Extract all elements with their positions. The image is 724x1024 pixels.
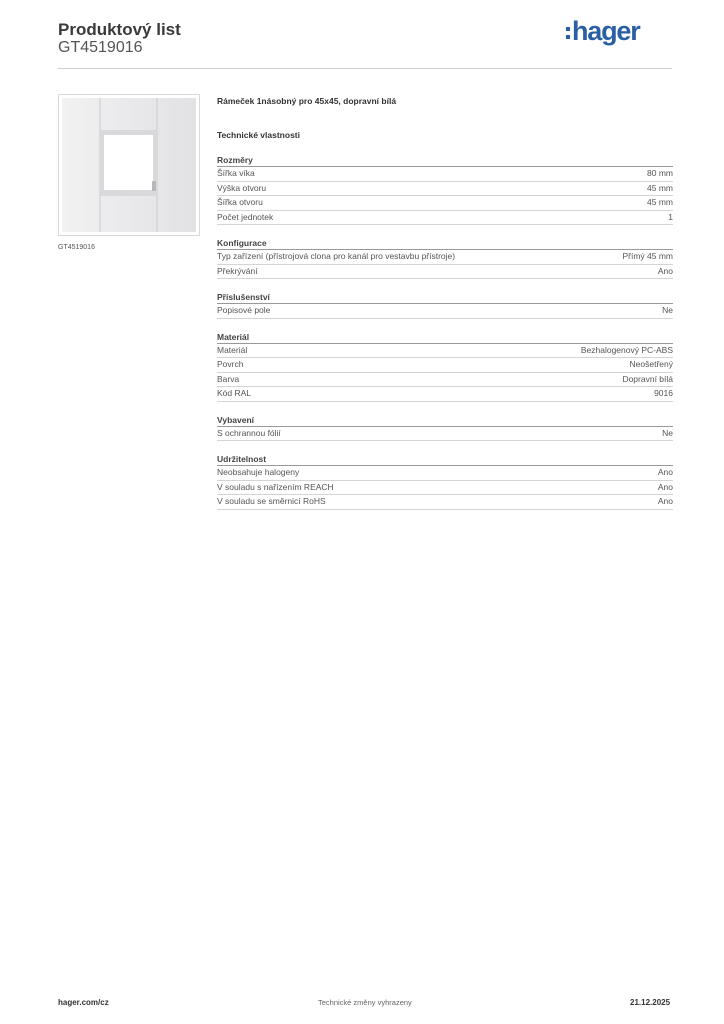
spec-heading: Technické vlastnosti [217, 130, 300, 140]
spec-section [217, 454, 673, 510]
spec-label: Šířka otvoru [217, 197, 263, 207]
spec-row [217, 495, 673, 510]
page-title: Produktový list [58, 20, 181, 39]
spec-value: 9016 [654, 388, 673, 398]
spec-value: Přímý 45 mm [622, 251, 673, 261]
spec-section-title: Rozměry [217, 155, 673, 167]
spec-label: Povrch [217, 359, 244, 369]
spec-value: Ne [662, 305, 673, 315]
spec-label: Kód RAL [217, 388, 252, 398]
spec-row [217, 265, 673, 280]
spec-section [217, 292, 673, 319]
spec-label: Neobsahuje halogeny [217, 467, 300, 477]
spec-value: Ne [662, 427, 673, 438]
spec-value: Neošetřený [629, 359, 673, 369]
spec-label: V souladu se směrnicí RoHS [217, 496, 326, 506]
product-photo [58, 94, 200, 236]
spec-label: V souladu s nařízením REACH [217, 481, 334, 492]
spec-label: Výška otvoru [217, 182, 267, 193]
spec-section-title: Materiál [217, 332, 673, 344]
product-code: GT4519016 [58, 39, 143, 56]
spec-label: Šířka víka [217, 168, 255, 178]
spec-label: Popisové pole [217, 305, 271, 315]
spec-row [217, 196, 673, 211]
frame-product-photo-icon [59, 95, 199, 235]
image-caption: GT4519016 [58, 244, 95, 251]
svg-text:hager: hager [572, 17, 640, 46]
spec-row [217, 387, 673, 402]
spec-label: Barva [217, 373, 240, 384]
spec-section [217, 155, 673, 225]
spec-label: S ochrannou fólií [217, 427, 281, 438]
spec-value: Ano [657, 496, 673, 506]
footer-website[interactable]: hager.com/cz [58, 998, 109, 1007]
spec-row [217, 373, 673, 388]
product-name: Rámeček 1násobný pro 45x45, dopravní bílá [217, 96, 397, 106]
spec-label: Materiál [217, 344, 248, 355]
spec-row [217, 211, 673, 226]
header-divider [58, 68, 672, 69]
spec-row [217, 182, 673, 197]
spec-section [217, 332, 673, 402]
spec-label: Typ zařízení (přístrojová clona pro kanál pro vestavbu přístroje) [217, 251, 456, 261]
spec-row [217, 466, 673, 481]
footer-disclaimer: Technické změny vyhrazeny [318, 998, 412, 1007]
spec-value: Ano [657, 265, 673, 276]
spec-value: Ano [657, 481, 673, 492]
spec-section [217, 415, 673, 442]
spec-label: Překrývání [217, 265, 258, 276]
spec-value: Dopravní bílá [622, 373, 673, 384]
footer-date: 21.12.2025 [630, 998, 671, 1007]
spec-value: Ano [657, 467, 673, 477]
spec-row [217, 250, 673, 265]
spec-row [217, 427, 673, 442]
spec-row [217, 304, 673, 319]
spec-row [217, 167, 673, 182]
spec-value: 45 mm [647, 197, 673, 207]
spec-section [217, 238, 673, 279]
spec-value: Bezhalogenový PC-ABS [580, 344, 673, 355]
spec-section-title: Vybavení [217, 415, 673, 427]
spec-sections [217, 155, 673, 510]
spec-section-title: Konfigurace [217, 238, 673, 250]
spec-row [217, 481, 673, 496]
spec-value: 1 [668, 211, 673, 222]
spec-section-title: Příslušenství [217, 292, 673, 304]
spec-value: 80 mm [647, 168, 673, 178]
spec-label: Počet jednotek [217, 211, 274, 222]
spec-section-title: Udržitelnost [217, 454, 673, 466]
spec-content [217, 96, 673, 510]
spec-value: 45 mm [647, 182, 673, 193]
hager-logo [566, 17, 662, 47]
spec-row [217, 344, 673, 359]
spec-row [217, 358, 673, 373]
